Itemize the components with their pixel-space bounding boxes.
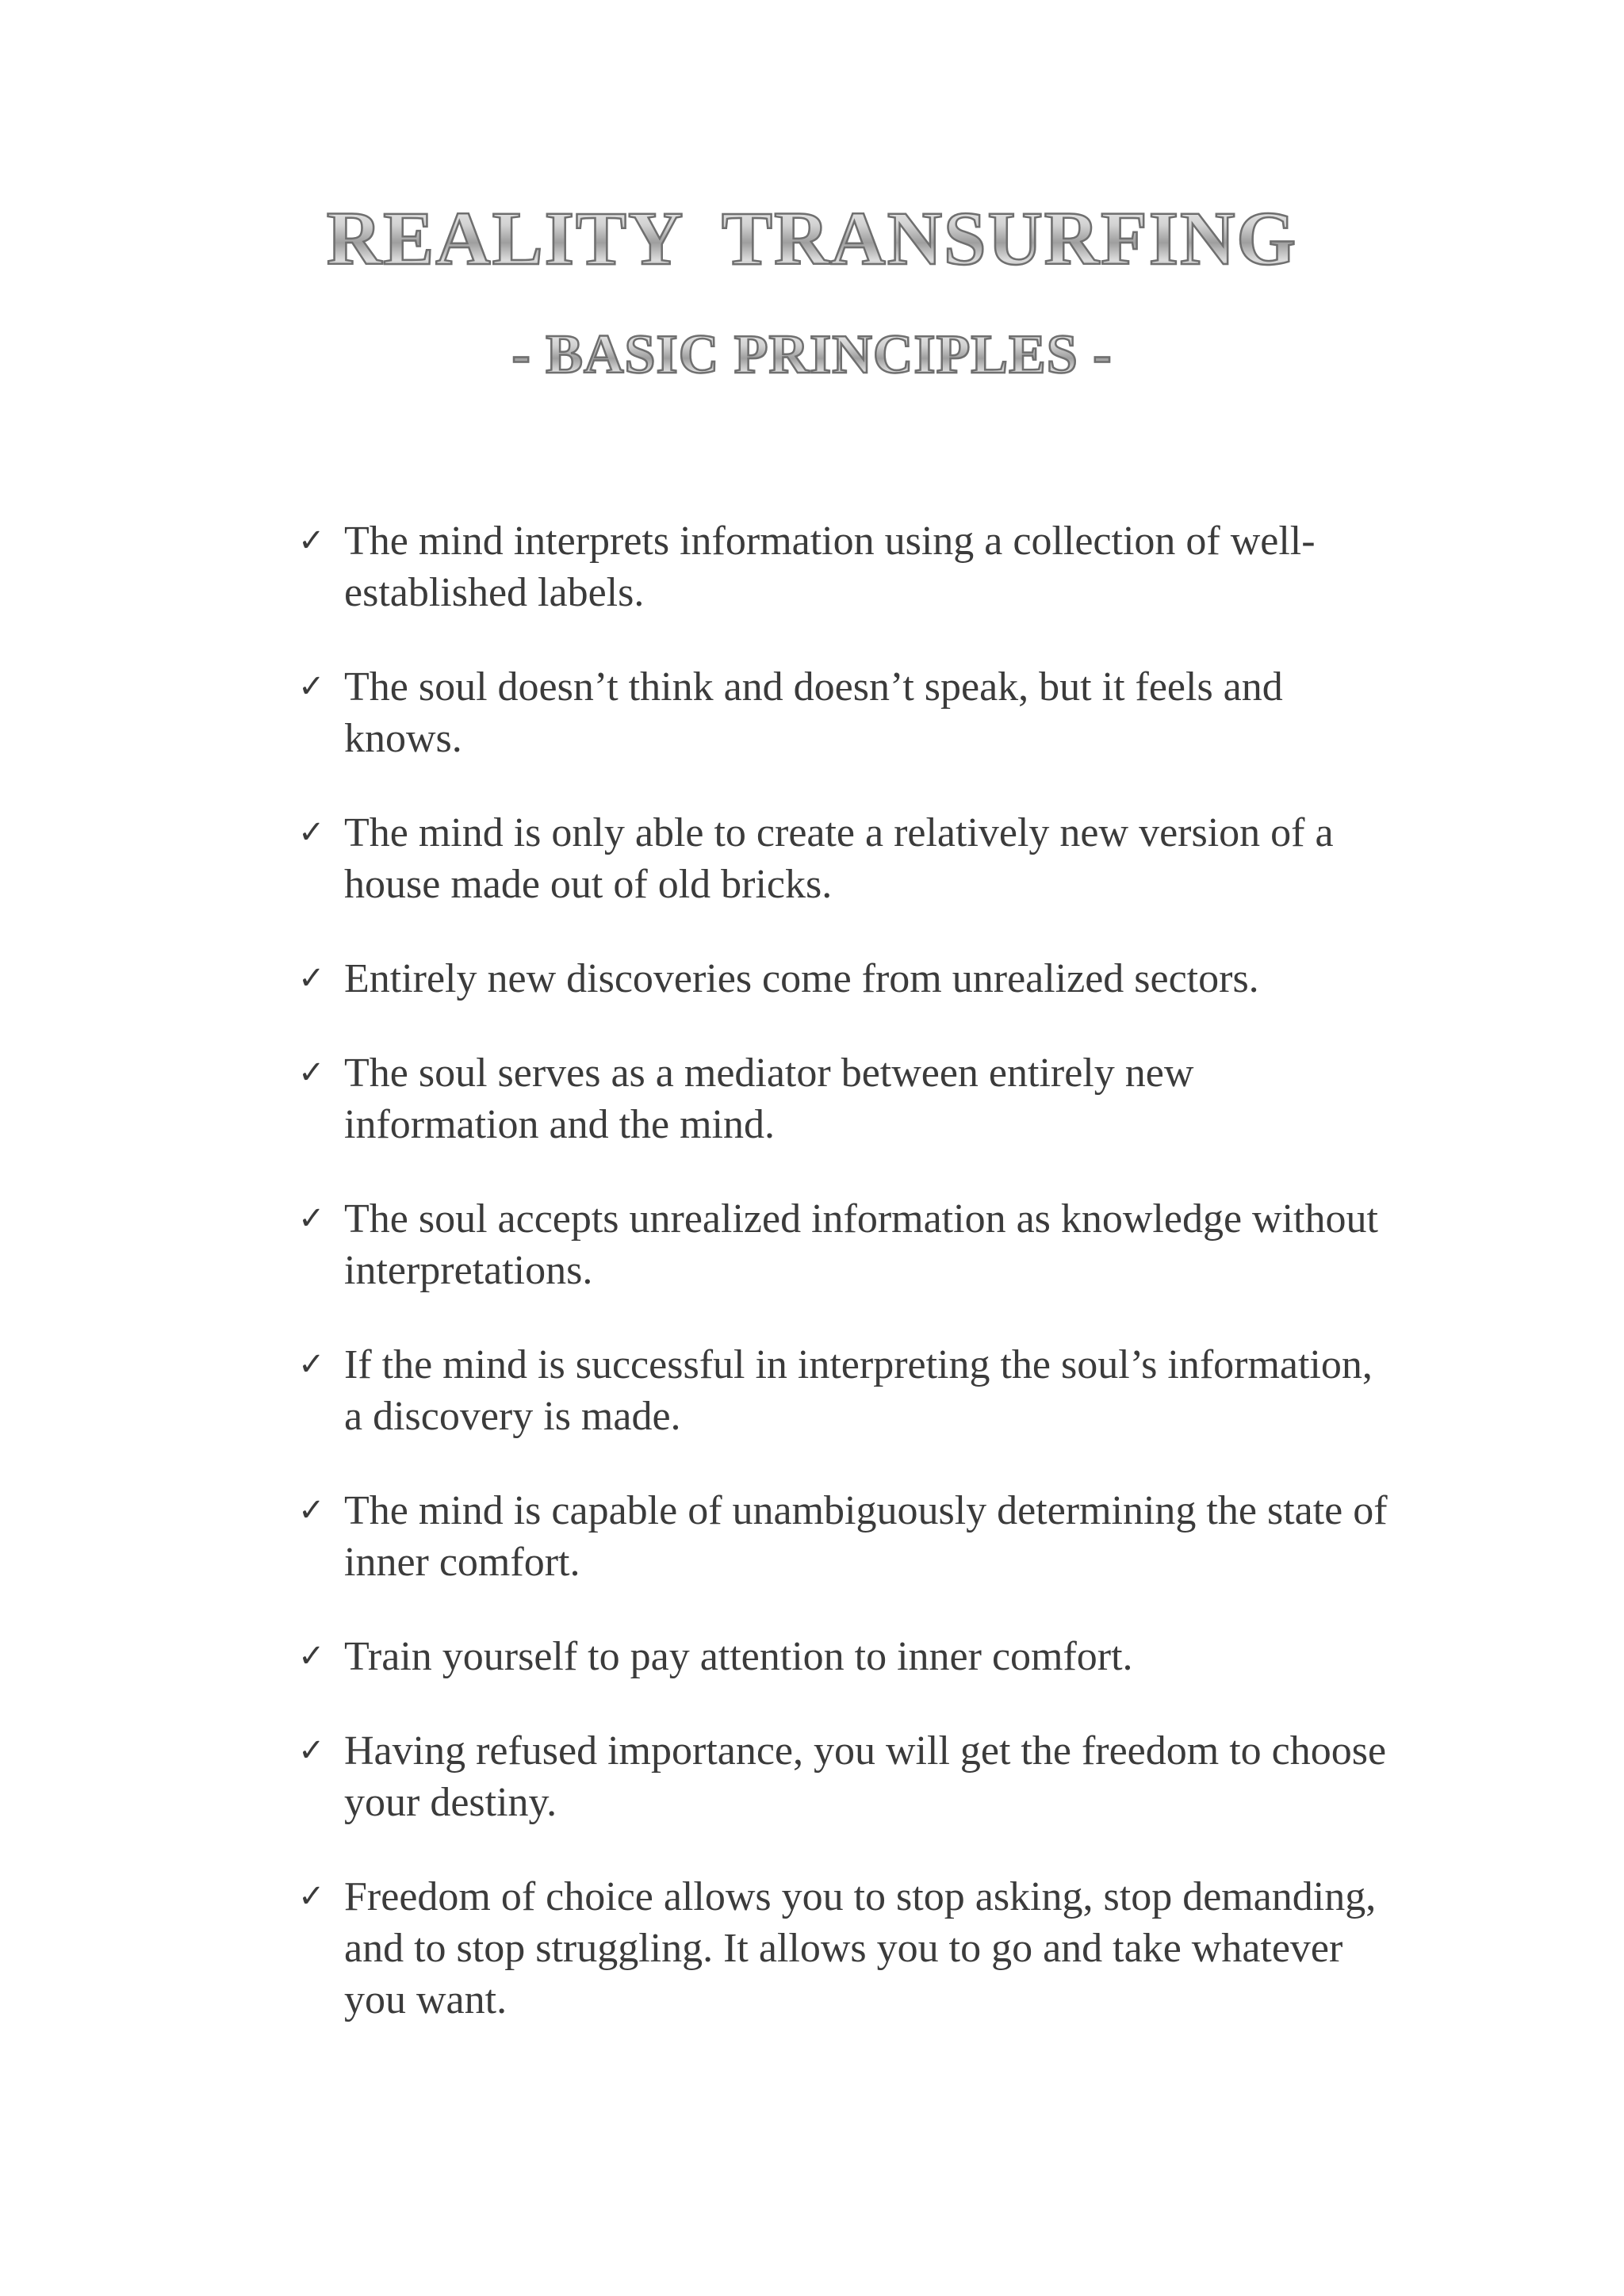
checkmark-icon: ✓: [298, 1200, 325, 1237]
checkmark-icon: ✓: [298, 668, 325, 705]
checkmark-icon: ✓: [298, 1878, 325, 1915]
principle-text: If the mind is successful in interpreting the soul’s information, a discovery is made.: [344, 1342, 1373, 1439]
principle-item: [293, 661, 1388, 764]
principle-text: The mind interprets information using a collection of well-established labels.: [344, 519, 1316, 615]
principle-item: [293, 1339, 1388, 1442]
principle-text: Train yourself to pay attention to inner comfort.: [344, 1634, 1133, 1679]
principle-text: Entirely new discoveries come from unrealized sectors.: [344, 956, 1259, 1001]
principle-item: [293, 1871, 1388, 2026]
principle-text: The soul serves as a mediator between entirely new information and the mind.: [344, 1050, 1194, 1147]
principle-item: [293, 1631, 1388, 1682]
principle-text: The soul doesn’t think and doesn’t speak, but it feels and knows.: [344, 664, 1283, 761]
principle-item: [293, 515, 1388, 618]
checkmark-icon: ✓: [298, 1638, 325, 1674]
checkmark-icon: ✓: [298, 1492, 325, 1529]
principle-text: The soul accepts unrealized information as knowledge without interpretations.: [344, 1196, 1378, 1293]
principle-item: [293, 1725, 1388, 1828]
checkmark-icon: ✓: [298, 960, 325, 997]
principle-item: [293, 1485, 1388, 1588]
principle-text: The mind is only able to create a relatively new version of a house made out of old bricks.: [344, 810, 1334, 907]
page-title: REALITY TRANSURFING: [0, 194, 1624, 282]
principle-item: [293, 1047, 1388, 1150]
checkmark-icon: ✓: [298, 1346, 325, 1383]
checkmark-icon: ✓: [298, 814, 325, 851]
checkmark-icon: ✓: [298, 522, 325, 559]
checkmark-icon: ✓: [298, 1732, 325, 1769]
principle-text: The mind is capable of unambiguously determining the state of inner comfort.: [344, 1488, 1388, 1585]
principle-text: Freedom of choice allows you to stop asking, stop demanding, and to stop struggling. It allows you to go and take whatever you want.: [344, 1874, 1377, 2022]
checkmark-icon: ✓: [298, 1054, 325, 1091]
principle-text: Having refused importance, you will get the freedom to choose your destiny.: [344, 1728, 1387, 1825]
page-subtitle: - BASIC PRINCIPLES -: [0, 323, 1624, 387]
principles-list: [293, 515, 1388, 2068]
principle-item: [293, 953, 1388, 1004]
principle-item: [293, 807, 1388, 910]
principle-item: [293, 1193, 1388, 1296]
